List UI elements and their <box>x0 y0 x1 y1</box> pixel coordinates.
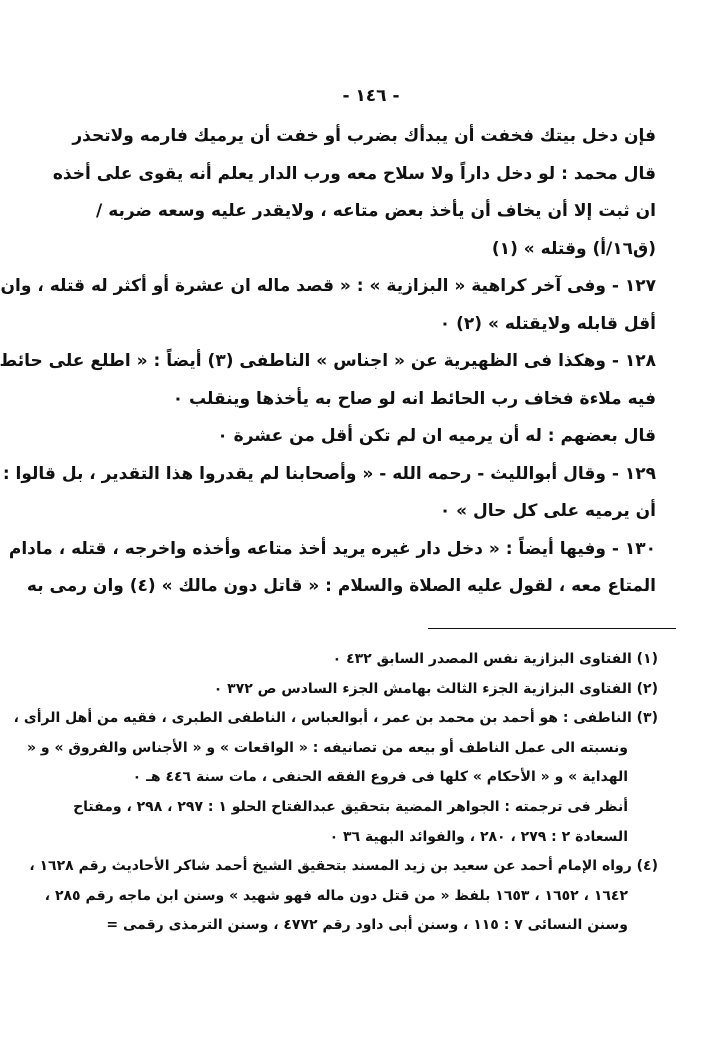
footnote-3-sources: السعادة ٢ : ٢٧٩ ، ٢٨٠ ، والفوائد البهية ٣٦ ٠ <box>329 828 628 845</box>
footnote-4: (٤) رواه الإمام أحمد عن سعيد بن زيد المسند بتحقيق الشيخ أحمد شاكر الأحاديث رقم ١٦٢٨ ، <box>29 858 658 875</box>
footnote-1: (١) الفتاوى البزازية نفس المصدر السابق ٤٣٢ ٠ <box>332 651 658 667</box>
page-number: - ١٤٦ - <box>342 86 400 106</box>
main-text <box>0 118 656 606</box>
text-line: أقل قابله ولايقتله » (٢) ٠ <box>439 313 656 334</box>
footnote-2: (٢) الفتاوى البزازية الجزء الثالث بهامش الجزء السادس ص ٣٧٢ ٠ <box>213 680 658 697</box>
paragraph-127-line: ١٢٧ - وفى آخر كراهية « البزازية » : « قصد ماله ان عشرة أو أكثر له قتله ، وان <box>0 276 656 296</box>
text-line: أن يرميه على كل حال » ٠ <box>439 501 656 521</box>
text-line: المتاع معه ، لقول عليه الصلاة والسلام : « قاتل دون مالك » (٤) وان رمى به <box>26 576 656 596</box>
text-line: فيه ملاءة فخاف رب الحائط انه لو صاح به يأخذها وينقلب ٠ <box>172 388 656 409</box>
text-line: (ق١٦/أ) وقتله » (١) <box>491 238 656 259</box>
text-line: قال بعضهم : له أن يرميه ان لم تكن أقل من عشرة ٠ <box>217 426 656 446</box>
footnotes <box>13 645 658 941</box>
footnote-3: (٣) الناطفى : هو أحمد بن محمد بن عمر ، أبوالعباس ، الناطفى الطبرى ، فقيه من أهل الرأى ، <box>13 710 658 727</box>
footnote-3-sources: أنظر فى ترجمته : الجواهر المضية بتحقيق عبدالفتاح الحلو ١ : ٢٩٧ ، ٢٩٨ ، ومفتاح <box>73 798 628 815</box>
footnote-divider <box>428 628 676 629</box>
text-line: فإن دخل بيتك فخفت أن يبدأك بضرب أو خفت أن يرميك فارمه ولاتحذر <box>72 126 656 146</box>
footnote-4-continued: وسنن النسائى ٧ : ١١٥ ، وسنن أبى داود رقم ٤٧٧٢ ، وسنن الترمذى رقمى = <box>106 917 628 934</box>
paragraph-130-line: ١٣٠ - وفيها أيضاً : « دخل دار غيره يريد أخذ متاعه وأخذه واخرجه ، قتله ، مادام <box>8 538 656 559</box>
footnote-4-continued: ١٦٤٢ ، ١٦٥٢ ، ١٦٥٣ بلفظ « من قتل دون ماله فهو شهيد » وسنن ابن ماجه رقم ٢٨٥ ، <box>44 887 628 904</box>
paragraph-129-line: ١٢٩ - وقال أبوالليث - رحمه الله - « وأصحابنا لم يقدروا هذا التقدير ، بل قالوا : <box>2 463 656 484</box>
footnote-3-continued: الهداية » و « الأحكام » كلها فى فروع الفقه الحنفى ، مات سنة ٤٤٦ هـ ٠ <box>132 769 628 786</box>
paragraph-128-line: ١٢٨ - وهكذا فى الظهيرية عن « اجناس » الناطفى (٣) أيضاً : « اطلع على حائط <box>0 351 656 371</box>
footnote-3-continued: ونسبته الى عمل الناطف أو بيعه من تصانيفه : « الواقعات » و « الأجناس والفروق » و « <box>26 739 628 756</box>
text-line: قال محمد : لو دخل داراً ولا سلاح معه ورب الدار يعلم أنه يقوى على أخذه <box>52 163 656 184</box>
text-line: ان ثبت إلا أن يخاف أن يأخذ بعض متاعه ، ولايقدر عليه وسعه ضربه / <box>96 201 656 221</box>
